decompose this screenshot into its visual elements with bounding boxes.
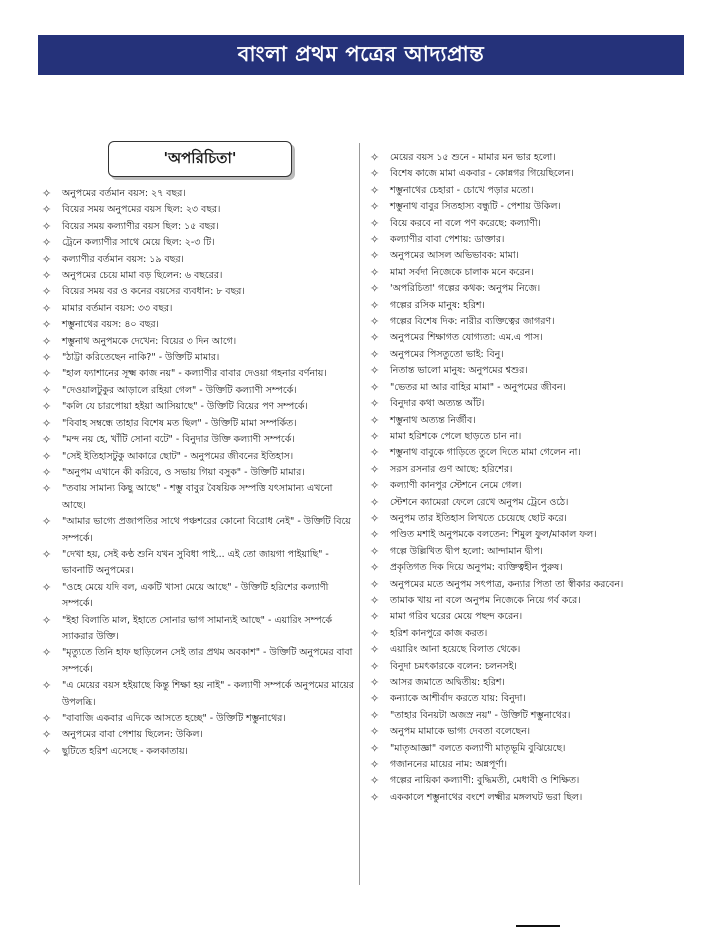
fact-item xyxy=(368,724,680,740)
four-pointed-star-icon: ✧ xyxy=(370,429,380,443)
fact-text: অনুপমের শিক্ষাগত যোগ্যতা: এম.এ পাস। xyxy=(390,332,543,344)
fact-item xyxy=(368,281,680,297)
fact-item xyxy=(368,659,680,675)
topic-title: 'অপরিচিতা' xyxy=(163,148,237,167)
four-pointed-star-icon: ✧ xyxy=(42,679,52,693)
bottom-line-mark xyxy=(516,925,560,927)
fact-text: নিতান্ত ভালো মানুষ: অনুপমের শ্বশুর। xyxy=(390,365,528,377)
fact-text: শম্ভুনাথ অত্যন্ত নির্জীব। xyxy=(390,414,476,426)
four-pointed-star-icon: ✧ xyxy=(370,446,380,460)
right-fact-list xyxy=(368,150,680,806)
fact-item xyxy=(40,334,358,350)
fact-item xyxy=(368,593,680,609)
fact-text: গল্পের বিশেষ দিক: নারীর ব্যক্তিত্বের জাগরণ। xyxy=(390,316,555,328)
fact-text: স্টেশনে ক্যামেরা ফেলে রেখে অনুপম ট্রেনে ওঠে। xyxy=(390,496,569,508)
fact-item xyxy=(40,301,358,317)
four-pointed-star-icon: ✧ xyxy=(370,183,380,197)
four-pointed-star-icon: ✧ xyxy=(370,593,380,607)
fact-item xyxy=(40,465,358,481)
four-pointed-star-icon: ✧ xyxy=(42,203,52,217)
four-pointed-star-icon: ✧ xyxy=(42,334,52,348)
fact-item xyxy=(368,380,680,396)
fact-text: "এ মেয়ের বয়স হইয়াছে কিন্তু শিক্ষা হয় নাই" - কল্যাণী সম্পর্কে অনুপমের মায়ের উপলব্ধি। xyxy=(62,680,354,708)
four-pointed-star-icon: ✧ xyxy=(42,646,52,660)
fact-item xyxy=(40,514,358,547)
fact-text: "মাতৃআজ্ঞা" বলতে কল্যাণী মাতৃভূমি বুঝিয়েছে। xyxy=(390,742,566,754)
four-pointed-star-icon: ✧ xyxy=(42,285,52,299)
fact-text: "মন্দ নয় হে, খাঁটি সোনা বটে" - বিনুদার উক্তি কল্যাণী সম্পর্কে। xyxy=(62,434,295,446)
four-pointed-star-icon: ✧ xyxy=(42,400,52,414)
four-pointed-star-icon: ✧ xyxy=(370,380,380,394)
fact-text: "বাবাজি একবার এদিকে আসতে হচ্ছে" - উক্তিটি শম্ভুনাথের। xyxy=(62,713,286,724)
fact-item xyxy=(368,560,680,576)
fact-text: মামা সর্বদা নিজেকে চালাক মনে করেন। xyxy=(390,266,534,278)
fact-item xyxy=(40,235,358,251)
fact-item xyxy=(368,527,680,543)
fact-item xyxy=(368,298,680,314)
fact-text: অনুপমের পিসতুতো ভাই: বিনু। xyxy=(390,348,504,360)
page-title: বাংলা প্রথম পত্রের আদ্যপ্রান্ত xyxy=(237,40,485,66)
four-pointed-star-icon: ✧ xyxy=(42,383,52,397)
fact-item xyxy=(40,317,358,333)
fact-text: শম্ভুনাথ অনুপমকে দেখেন: বিয়ের ৩ দিন আগে। xyxy=(62,335,237,347)
four-pointed-star-icon: ✧ xyxy=(370,249,380,263)
four-pointed-star-icon: ✧ xyxy=(370,397,380,411)
fact-text: কল্যাণীর বাবা পেশায়: ডাক্তার। xyxy=(390,234,505,246)
four-pointed-star-icon: ✧ xyxy=(42,301,52,315)
fact-text: "তবায় সামান্য কিছু আছে" - শম্ভু বাবুর বৈষয়িক সম্পত্তি যৎসামান্য এখনো আছে। xyxy=(62,483,333,511)
fact-item xyxy=(368,626,680,642)
four-pointed-star-icon: ✧ xyxy=(370,790,380,804)
fact-text: বিয়ের সময় বর ও কনের বয়সের ব্যবধান: ৮ বছর। xyxy=(62,286,245,298)
fact-text: "মৃত্যুতে তিনি হাফ ছাড়িলেন সেই তার প্রথম অবকাশ" - উক্তিটি অনুপমের বাবা সম্পর্কে। xyxy=(62,647,353,675)
four-pointed-star-icon: ✧ xyxy=(42,580,52,594)
fact-item xyxy=(40,727,358,743)
fact-item xyxy=(40,432,358,448)
fact-text: "বিবাহ সম্বন্ধে তাহার বিশেষ মত ছিল" - উক্তিটি মামা সম্পর্কিত। xyxy=(62,417,297,429)
fact-text: গজাননের মায়ের নাম: অন্নপূর্ণা। xyxy=(390,759,507,771)
four-pointed-star-icon: ✧ xyxy=(370,725,380,739)
fact-text: মামার বর্তমান বয়স: ৩৩ বছর। xyxy=(62,302,173,314)
four-pointed-star-icon: ✧ xyxy=(370,315,380,329)
four-pointed-star-icon: ✧ xyxy=(42,728,52,742)
fact-text: "অনুপম এখানে কী করিবে, ও সভায় গিয়া বসুক" - উক্তিটি মামার। xyxy=(62,466,305,478)
four-pointed-star-icon: ✧ xyxy=(370,167,380,181)
fact-text: "ওহে মেয়ে যদি বল, একটি খাসা মেয়ে আছে" - উক্তিটি হরিশের কল্যাণী সম্পর্কে। xyxy=(62,581,329,610)
fact-text: অনুপমের চেয়ে মামা বড় ছিলেন: ৬ বছরের। xyxy=(62,270,223,282)
four-pointed-star-icon: ✧ xyxy=(370,265,380,279)
four-pointed-star-icon: ✧ xyxy=(42,416,52,430)
fact-item xyxy=(368,183,680,199)
fact-item xyxy=(368,495,680,511)
fact-text: বিয়ে করবে না বলে পণ করেছে: কল্যাণী। xyxy=(390,217,541,229)
fact-item xyxy=(368,462,680,478)
fact-text: "আমার ভাগ্যে প্রজাপতির সাথে পঞ্চশরের কোনো বিরোধ নেই" - উক্তিটি বিয়ে সম্পর্কে। xyxy=(62,516,351,544)
four-pointed-star-icon: ✧ xyxy=(370,741,380,755)
four-pointed-star-icon: ✧ xyxy=(370,544,380,558)
four-pointed-star-icon: ✧ xyxy=(42,351,52,365)
fact-item xyxy=(368,741,680,757)
fact-item xyxy=(368,691,680,707)
fact-item xyxy=(368,199,680,215)
four-pointed-star-icon: ✧ xyxy=(42,433,52,447)
four-pointed-star-icon: ✧ xyxy=(370,282,380,296)
fact-item xyxy=(368,216,680,232)
fact-text: মেয়ের বয়স ১৫ শুনে - মামার মন ভার হলো। xyxy=(390,152,556,163)
fact-item xyxy=(368,166,680,182)
fact-item xyxy=(40,366,358,382)
fact-item xyxy=(40,416,358,432)
fact-text: এয়ারিং আনা হয়েছে বিলাত থেকে। xyxy=(390,644,521,656)
four-pointed-star-icon: ✧ xyxy=(370,774,380,788)
fact-text: অনুপম মামাকে ভাগ্য দেবতা বলেছেন। xyxy=(390,726,531,738)
fact-item xyxy=(368,445,680,461)
fact-item xyxy=(40,547,358,580)
fact-item xyxy=(368,265,680,281)
fact-item xyxy=(40,186,358,202)
fact-item xyxy=(40,202,358,218)
fact-text: মামা গরিব ঘরের মেয়ে পছন্দ করেন। xyxy=(390,611,523,623)
fact-text: প্রকৃতিগত দিক দিয়ে অনুপম: ব্যক্তিত্বহীন পুরুষ। xyxy=(390,562,563,574)
fact-item xyxy=(368,150,680,166)
four-pointed-star-icon: ✧ xyxy=(370,233,380,247)
fact-item xyxy=(40,284,358,300)
four-pointed-star-icon: ✧ xyxy=(370,495,380,509)
four-pointed-star-icon: ✧ xyxy=(370,151,380,164)
four-pointed-star-icon: ✧ xyxy=(42,252,52,266)
fact-item xyxy=(40,449,358,465)
four-pointed-star-icon: ✧ xyxy=(42,482,52,496)
four-pointed-star-icon: ✧ xyxy=(42,712,52,725)
four-pointed-star-icon: ✧ xyxy=(370,331,380,345)
four-pointed-star-icon: ✧ xyxy=(42,613,52,627)
fact-text: বিয়ের সময় কল্যাণীর বয়স ছিল: ১৫ বছর। xyxy=(62,220,219,232)
fact-item xyxy=(368,232,680,248)
four-pointed-star-icon: ✧ xyxy=(42,318,52,332)
fact-text: মামা হরিশকে পেলে ছাড়তে চান না। xyxy=(390,430,522,442)
four-pointed-star-icon: ✧ xyxy=(42,449,52,463)
four-pointed-star-icon: ✧ xyxy=(370,528,380,542)
fact-item xyxy=(40,383,358,399)
fact-text: অনুপমের মতে অনুপম সৎপাত্র, কন্যার পিতা তা স্বীকার করবেন। xyxy=(390,578,624,590)
four-pointed-star-icon: ✧ xyxy=(370,347,380,361)
fact-item xyxy=(368,363,680,379)
fact-text: বিনুদার কথা অত্যন্ত আঁট। xyxy=(390,398,485,410)
fact-text: বিয়ের সময় অনুপমের বয়স ছিল: ২৩ বছর। xyxy=(62,204,221,216)
fact-item xyxy=(368,773,680,789)
fact-text: কন্যাকে আশীর্বাদ করতে যায়: বিনুদা। xyxy=(390,693,526,705)
fact-item xyxy=(368,757,680,773)
four-pointed-star-icon: ✧ xyxy=(42,269,52,283)
four-pointed-star-icon: ✧ xyxy=(370,479,380,493)
fact-text: শম্ভুনাথের বয়স: ৪০ বছর। xyxy=(62,319,159,331)
fact-item xyxy=(40,350,358,366)
four-pointed-star-icon: ✧ xyxy=(370,577,380,591)
fact-text: ছুটিতে হরিশ এসেছে - কলকাতায়। xyxy=(62,745,188,757)
four-pointed-star-icon: ✧ xyxy=(370,659,380,673)
fact-item xyxy=(368,675,680,691)
fact-text: 'অপরিচিতা' গল্পের কথক: অনুপম নিজে। xyxy=(390,283,541,295)
fact-item xyxy=(368,511,680,527)
fact-item xyxy=(40,268,358,284)
fact-text: "সেই ইতিহাসটুকু আকারে ছোট" - অনুপমের জীবনের ইতিহাস। xyxy=(62,450,294,462)
four-pointed-star-icon: ✧ xyxy=(370,758,380,772)
fact-text: গল্পের রসিক মানুষ: হরিশ। xyxy=(390,299,485,311)
fact-item xyxy=(368,314,680,330)
four-pointed-star-icon: ✧ xyxy=(370,692,380,706)
fact-item xyxy=(368,429,680,445)
fact-text: অনুপমের বাবা পেশায় ছিলেন: উকিল। xyxy=(62,729,203,741)
fact-text: "হাল ফ্যাশানের সূক্ষ্ম কাজ নয়" - কল্যাণীর বাবার দেওয়া গহনার বর্ণনায়। xyxy=(62,368,327,380)
fact-text: "ইহা বিলাতি মাল, ইহাতে সোনার ভাগ সামান্যই আছে" - এয়ারিং সম্পর্কে স্যাকরার উক্তি। xyxy=(62,614,332,642)
fact-item xyxy=(40,399,358,415)
four-pointed-star-icon: ✧ xyxy=(370,216,380,230)
four-pointed-star-icon: ✧ xyxy=(42,236,52,250)
fact-text: তামাক খায় না বলে অনুপম নিজেকে নিয়ে গর্ব করে। xyxy=(390,594,581,606)
fact-text: গল্পে উল্লিখিত দ্বীপ হলো: আন্দামান দ্বীপ। xyxy=(390,545,543,557)
fact-item xyxy=(40,252,358,268)
topic-title-box xyxy=(108,141,292,177)
fact-item xyxy=(368,790,680,806)
fact-text: সরস রসনার গুণ আছে: হরিশের। xyxy=(390,463,513,475)
four-pointed-star-icon: ✧ xyxy=(42,465,52,479)
fact-item xyxy=(368,347,680,363)
fact-text: আসর জমাতে অদ্বিতীয়: হরিশ। xyxy=(390,677,505,688)
fact-text: অনুপমের বর্তমান বয়স: ২৭ বছর। xyxy=(62,188,186,199)
fact-text: শম্ভুনাথ বাবুকে গাড়িতে তুলে দিতে মামা গেলেন না। xyxy=(390,447,581,459)
four-pointed-star-icon: ✧ xyxy=(42,515,52,529)
fact-text: শম্ভুনাথের চেহারা - চোখে পড়ার মতো। xyxy=(390,184,534,196)
fact-text: অনুপমের আসল অভিভাবক: মামা। xyxy=(390,250,519,262)
four-pointed-star-icon: ✧ xyxy=(42,744,52,758)
four-pointed-star-icon: ✧ xyxy=(42,367,52,381)
fact-item xyxy=(368,413,680,429)
fact-item xyxy=(40,481,358,514)
fact-item xyxy=(40,613,358,646)
fact-item xyxy=(40,678,358,711)
fact-text: কল্যাণী কানপুর স্টেশনে নেমে গেল। xyxy=(390,480,522,492)
fact-item xyxy=(40,744,358,760)
four-pointed-star-icon: ✧ xyxy=(370,200,380,214)
four-pointed-star-icon: ✧ xyxy=(370,643,380,657)
four-pointed-star-icon: ✧ xyxy=(370,626,380,640)
fact-text: বিনুদা চমৎকারকে বলেন: চলনসই। xyxy=(390,660,517,672)
column-divider xyxy=(359,143,360,885)
fact-item xyxy=(368,642,680,658)
four-pointed-star-icon: ✧ xyxy=(370,462,380,476)
page-title-banner xyxy=(38,35,684,75)
fact-text: "ভেতর মা আর বাহির মামা" - অনুপমের জীবন। xyxy=(390,381,566,393)
fact-item xyxy=(368,478,680,494)
four-pointed-star-icon: ✧ xyxy=(370,364,380,378)
fact-text: ট্রেনে কল্যাণীর সাথে মেয়ে ছিল: ২-৩ টি। xyxy=(62,237,215,249)
fact-item xyxy=(40,580,358,613)
fact-text: "তাহার বিনয়টা অজস্র নয়" - উক্তিটি শম্ভুনাথের। xyxy=(390,709,571,721)
left-fact-list xyxy=(40,186,358,760)
four-pointed-star-icon: ✧ xyxy=(42,219,52,233)
fact-text: পণ্ডিত মশাই অনুপমকে বলতেন: শিমুল ফুল/মাকাল ফল। xyxy=(390,529,597,541)
fact-text: অনুপম তার ইতিহাস লিখতে চেয়েছে ছোট করে। xyxy=(390,512,567,524)
fact-text: হরিশ কানপুরে কাজ করত। xyxy=(390,627,488,639)
four-pointed-star-icon: ✧ xyxy=(370,561,380,575)
fact-text: "কলি যে চারপোয়া হইয়া আসিয়াছে" - উক্তিটি বিয়ের পণ সম্পর্কে। xyxy=(62,401,308,413)
fact-item xyxy=(40,219,358,235)
fact-text: "ঠাট্টা করিতেছেন নাকি?" - উক্তিটি মামার। xyxy=(62,352,220,364)
fact-text: "দেখা হয়, সেই কণ্ঠ শুনি যখন সুবিধা পাই... এই তো জায়গা পাইয়াছি" - ভাবনাটি অনুপমের। xyxy=(62,548,329,577)
fact-item xyxy=(368,577,680,593)
fact-text: বিশেষ কাজে মামা একবার - কোন্নগর গিয়েছিলেন। xyxy=(390,168,574,180)
fact-item xyxy=(40,711,358,727)
four-pointed-star-icon: ✧ xyxy=(42,547,52,561)
fact-item xyxy=(368,396,680,412)
four-pointed-star-icon: ✧ xyxy=(42,187,52,200)
fact-item xyxy=(40,645,358,678)
four-pointed-star-icon: ✧ xyxy=(370,610,380,624)
four-pointed-star-icon: ✧ xyxy=(370,298,380,312)
fact-item xyxy=(368,248,680,264)
four-pointed-star-icon: ✧ xyxy=(370,511,380,525)
fact-item xyxy=(368,708,680,724)
fact-item xyxy=(368,544,680,560)
fact-text: কল্যাণীর বর্তমান বয়স: ১৯ বছর। xyxy=(62,253,184,265)
four-pointed-star-icon: ✧ xyxy=(370,413,380,427)
fact-text: "দেওয়ালটুকুর আড়ালে রহিয়া গেল" - উক্তিটি কল্যাণী সম্পর্কে। xyxy=(62,384,297,396)
fact-text: গল্পের নায়িকা কল্যাণী: বুদ্ধিমতী, মেধাবী ও শিক্ষিত। xyxy=(390,775,580,787)
fact-text: শম্ভুনাথ বাবুর সিতহাস্য বন্ধুটি - পেশায় উকিল। xyxy=(390,201,561,213)
fact-text: এককালে শম্ভুনাথের বংশে লক্ষ্মীর মঙ্গলঘট ভরা ছিল। xyxy=(390,791,583,803)
four-pointed-star-icon: ✧ xyxy=(370,708,380,722)
fact-item xyxy=(368,609,680,625)
fact-item xyxy=(368,330,680,346)
four-pointed-star-icon: ✧ xyxy=(370,676,380,689)
